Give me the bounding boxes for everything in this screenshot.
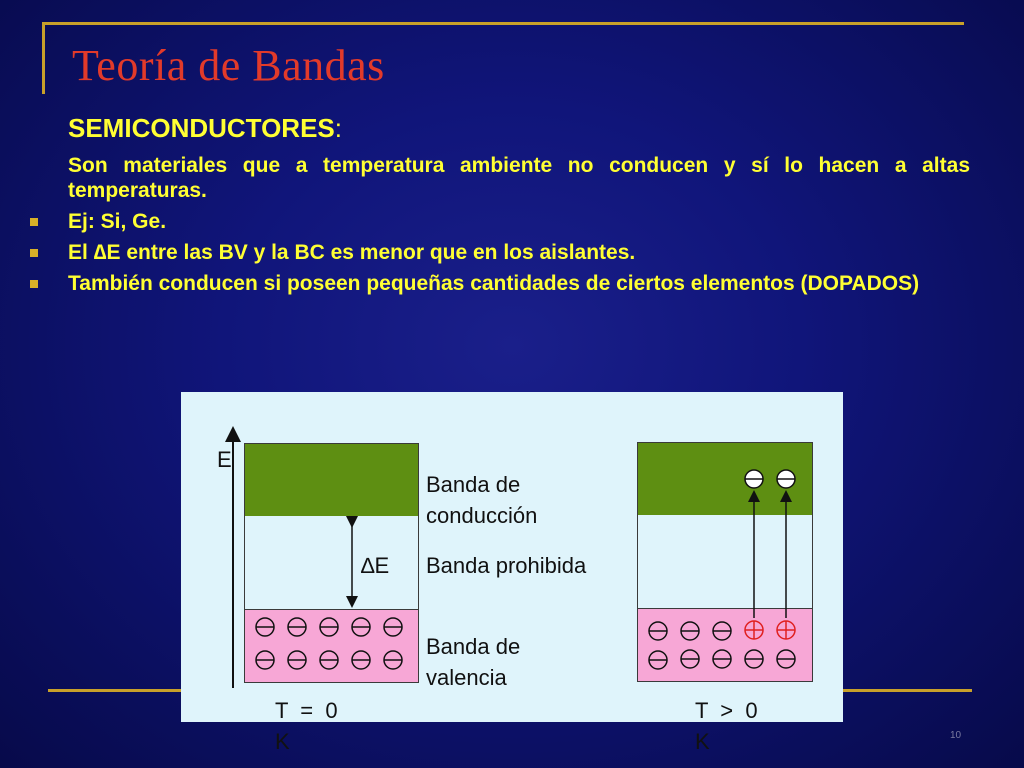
electron-icon [256,618,274,636]
electron-icon [777,470,795,488]
electron-icon [384,618,402,636]
electron-icon [649,622,667,640]
temperature-zero-label: T = 0 K [275,698,338,754]
carriers-right [649,621,795,669]
electron-icon [352,618,370,636]
bullet-marker [30,280,38,288]
forbidden-band-label: Banda prohibida [426,553,587,578]
conduction-band-label: Banda de conducción [426,472,538,528]
electron-icon [713,622,731,640]
excited-electrons [745,470,795,488]
electron-icon [745,650,763,668]
electron-icon [745,470,763,488]
electron-icon [352,651,370,669]
subtitle-text: SEMICONDUCTORES [68,113,335,143]
electron-icon [288,618,306,636]
electron-icon [256,651,274,669]
electron-icon [713,650,731,668]
electron-icon [384,651,402,669]
electron-icon [320,618,338,636]
valence-band-label: Banda de valencia [426,634,521,690]
electron-icon [681,622,699,640]
intro-text: Son materiales que a temperatura ambiente no conducen y sí lo hacen a altas temperaturas. [68,154,970,202]
hole-icon [777,621,795,639]
gap-label: ∆E [361,553,390,578]
electron-icon [320,651,338,669]
hole-icon [745,621,763,639]
electron-icon [649,651,667,669]
frame-left-rule [42,22,45,94]
bullet-marker [30,218,38,226]
bullet-item: El ∆E entre las BV y la BC es menor que en los aislantes. [68,241,636,264]
slide-subtitle [68,113,342,144]
electrons-left [256,618,402,669]
electron-icon [777,650,795,668]
bullet-item: También conducen si poseen pequeñas cantidades de ciertos elementos (DOPADOS) [68,272,920,295]
bullet-marker [30,249,38,257]
energy-axis-label: E [217,447,232,472]
temperature-above-zero-label: T > 0 K [695,698,758,754]
page-number: 10 [950,730,962,741]
subtitle-colon: : [334,113,343,143]
frame-top-rule [42,22,964,25]
electron-icon [681,650,699,668]
slide-title: Teoría de Bandas [72,41,385,90]
bullet-item: Ej: Si, Ge. [68,210,167,233]
band-diagram [181,392,843,754]
electron-icon [288,651,306,669]
